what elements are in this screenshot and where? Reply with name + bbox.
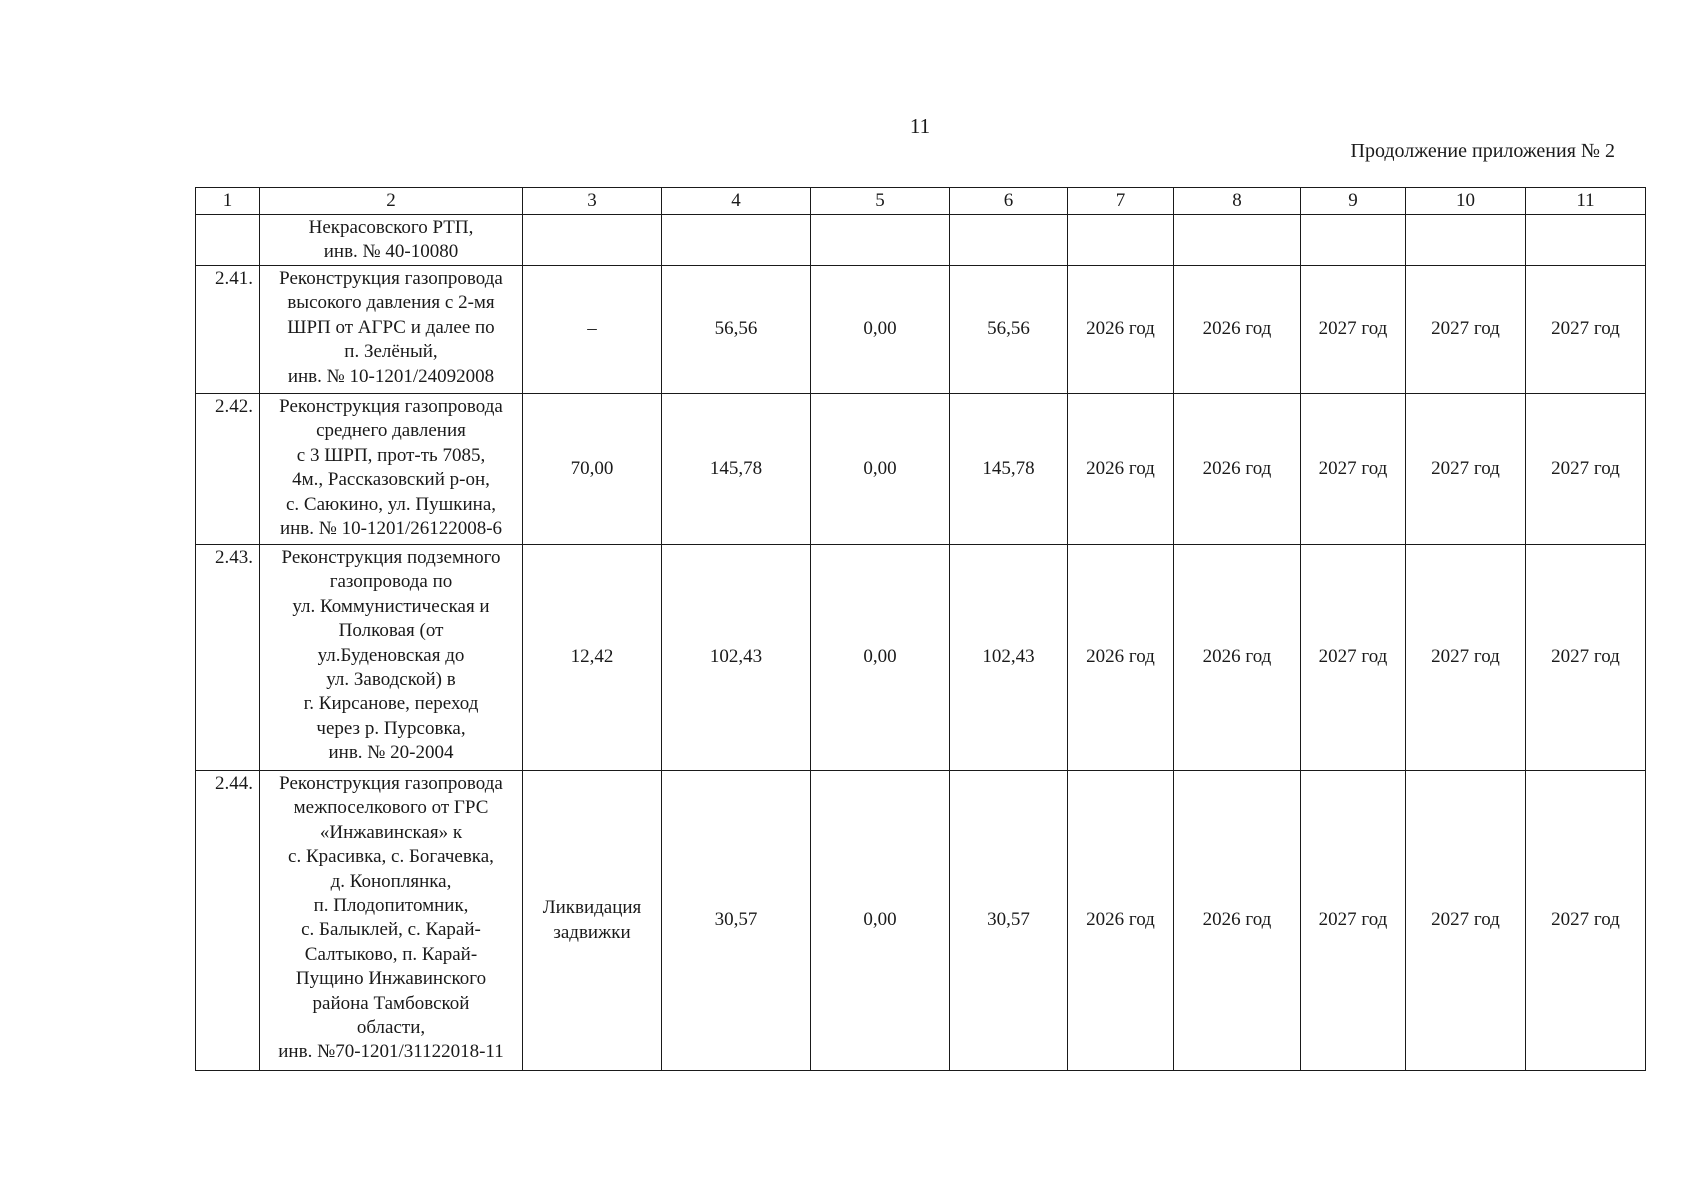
appendix-continuation-label: Продолжение приложения № 2 — [1350, 140, 1615, 162]
cell-col-5: 0,00 — [811, 771, 950, 1071]
cell-col-6: 145,78 — [950, 394, 1068, 545]
cell-col-11: 2027 год — [1526, 545, 1646, 771]
cell-col-6: 56,56 — [950, 266, 1068, 394]
cell-col-3 — [523, 215, 662, 266]
cell-col-11: 2027 год — [1526, 266, 1646, 394]
cell-col-9: 2027 год — [1301, 771, 1406, 1071]
cell-col-5 — [811, 215, 950, 266]
row-number — [196, 215, 260, 266]
cell-col-8: 2026 год — [1174, 266, 1301, 394]
cell-col-7: 2026 год — [1068, 394, 1174, 545]
cell-col-3: 12,42 — [523, 545, 662, 771]
cell-col-9: 2027 год — [1301, 394, 1406, 545]
cell-col-6 — [950, 215, 1068, 266]
column-header: 5 — [811, 188, 950, 215]
cell-col-7: 2026 год — [1068, 266, 1174, 394]
cell-col-7: 2026 год — [1068, 545, 1174, 771]
cell-col-6: 102,43 — [950, 545, 1068, 771]
cell-col-8: 2026 год — [1174, 771, 1301, 1071]
object-name: Реконструкция газопровода среднего давления с 3 ШРП, прот-ть 7085, 4м., Рассказовский р-он, с. Саюкино, ул. Пушкина, инв. № 10-1201/26122008-6 — [260, 394, 523, 545]
cell-col-3: – — [523, 266, 662, 394]
column-header: 8 — [1174, 188, 1301, 215]
cell-col-8 — [1174, 215, 1301, 266]
object-name: Некрасовского РТП, инв. № 40-10080 — [260, 215, 523, 266]
row-number: 2.44. — [196, 771, 260, 1071]
cell-col-8: 2026 год — [1174, 545, 1301, 771]
cell-col-9: 2027 год — [1301, 545, 1406, 771]
reconstruction-schedule-table — [195, 187, 1646, 1071]
cell-col-10 — [1406, 215, 1526, 266]
cell-col-8: 2026 год — [1174, 394, 1301, 545]
row-number: 2.43. — [196, 545, 260, 771]
cell-col-4 — [662, 215, 811, 266]
cell-col-7 — [1068, 215, 1174, 266]
cell-col-11: 2027 год — [1526, 771, 1646, 1071]
column-header: 2 — [260, 188, 523, 215]
object-name: Реконструкция газопровода межпоселкового от ГРС «Инжавинская» к с. Красивка, с. Богачевка, д. Коноплянка, п. Плодопитомник, с. Балыклей, с. Карай- Салтыково, п. Карай- Пущино Инжавинского района Тамбовской области, инв. №70-1201/31122018-11 — [260, 771, 523, 1071]
cell-col-3: Ликвидация задвижки — [523, 771, 662, 1071]
cell-col-9: 2027 год — [1301, 266, 1406, 394]
cell-col-3: 70,00 — [523, 394, 662, 545]
table-row — [196, 394, 1646, 545]
column-header: 7 — [1068, 188, 1174, 215]
column-header: 10 — [1406, 188, 1526, 215]
cell-col-4: 145,78 — [662, 394, 811, 545]
column-header: 9 — [1301, 188, 1406, 215]
table-row — [196, 771, 1646, 1071]
column-header: 1 — [196, 188, 260, 215]
table-header-row — [196, 188, 1646, 215]
cell-col-5: 0,00 — [811, 266, 950, 394]
page-number: 11 — [909, 114, 931, 138]
cell-col-4: 56,56 — [662, 266, 811, 394]
column-header: 6 — [950, 188, 1068, 215]
row-number: 2.42. — [196, 394, 260, 545]
column-header: 3 — [523, 188, 662, 215]
row-number: 2.41. — [196, 266, 260, 394]
cell-col-5: 0,00 — [811, 545, 950, 771]
table-row — [196, 215, 1646, 266]
cell-col-7: 2026 год — [1068, 771, 1174, 1071]
cell-col-6: 30,57 — [950, 771, 1068, 1071]
cell-col-10: 2027 год — [1406, 771, 1526, 1071]
cell-col-5: 0,00 — [811, 394, 950, 545]
column-header: 4 — [662, 188, 811, 215]
cell-col-11: 2027 год — [1526, 394, 1646, 545]
cell-col-10: 2027 год — [1406, 266, 1526, 394]
cell-col-10: 2027 год — [1406, 545, 1526, 771]
table-row — [196, 545, 1646, 771]
cell-col-9 — [1301, 215, 1406, 266]
cell-col-4: 102,43 — [662, 545, 811, 771]
cell-col-4: 30,57 — [662, 771, 811, 1071]
column-header: 11 — [1526, 188, 1646, 215]
table-row — [196, 266, 1646, 394]
object-name: Реконструкция подземного газопровода по ул. Коммунистическая и Полковая (от ул.Буденовская до ул. Заводской) в г. Кирсанове, переход через р. Пурсовка, инв. № 20-2004 — [260, 545, 523, 771]
cell-col-10: 2027 год — [1406, 394, 1526, 545]
cell-col-11 — [1526, 215, 1646, 266]
object-name: Реконструкция газопровода высокого давления с 2-мя ШРП от АГРС и далее по п. Зелёный, инв. № 10-1201/24092008 — [260, 266, 523, 394]
